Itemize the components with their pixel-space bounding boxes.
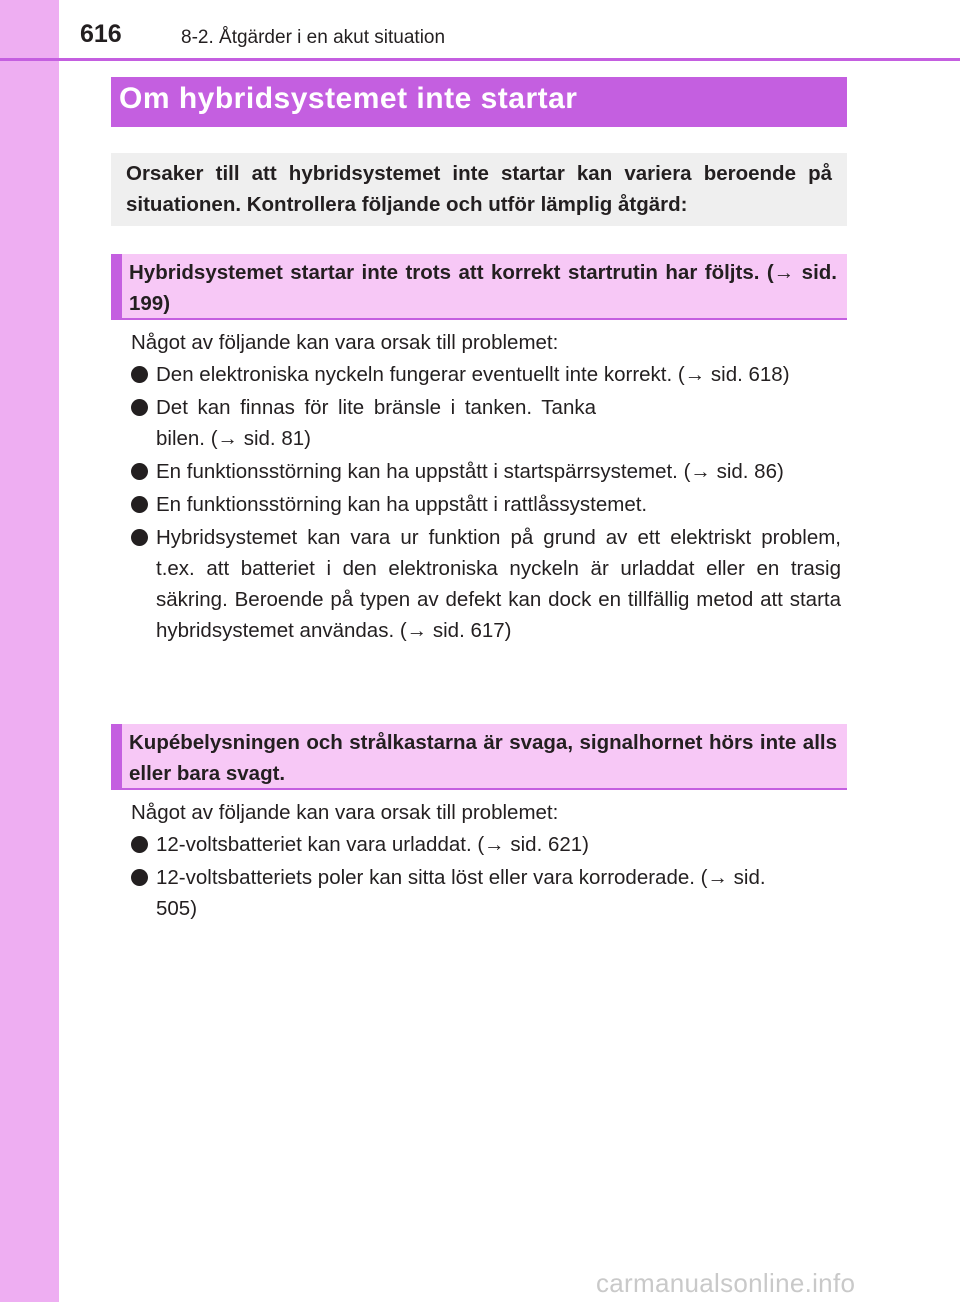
bullet-icon <box>131 869 148 886</box>
intro-text: Orsaker till att hybridsystemet inte startar kan variera beroende på situationen. Kontrollera följande och utför lämplig åtgärd: <box>126 162 832 216</box>
section2-heading-box <box>111 724 847 790</box>
title-bar <box>111 77 847 127</box>
list-item <box>131 489 841 520</box>
list-item-text: Den elektroniska nyckeln fungerar eventuellt inte korrekt. (→ sid. 618) <box>156 363 790 386</box>
header-rule <box>0 58 960 61</box>
left-margin-strip <box>0 0 59 1302</box>
list-item-text: 12-voltsbatteriets poler kan sitta löst eller vara korroderade. (→ sid. 505) <box>156 866 766 920</box>
section1-heading-box <box>111 254 847 320</box>
list-item <box>131 522 841 646</box>
section2-list <box>131 829 841 926</box>
bullet-icon <box>131 399 148 416</box>
bullet-icon <box>131 366 148 383</box>
section-breadcrumb: 8-2. Åtgärder i en akut situation <box>181 27 446 48</box>
list-item-text: Det kan finnas för lite bränsle i tanken. Tanka bilen. (→ sid. 81) <box>156 396 596 450</box>
section2-heading: Kupébelysningen och strålkastarna är svaga, signalhornet hörs inte alls eller bara svagt. <box>129 731 837 785</box>
page-title: Om hybridsystemet inte startar <box>119 82 578 115</box>
list-item <box>131 829 841 860</box>
watermark: carmanualsonline.info <box>596 1268 856 1298</box>
list-item-text: En funktionsstörning kan ha uppstått i rattlåssystemet. <box>156 493 648 516</box>
section1-heading: Hybridsystemet startar inte trots att korrekt startrutin har följts. (→ sid. 199) <box>129 261 837 315</box>
section2-lead: Något av följande kan vara orsak till problemet: <box>131 801 559 824</box>
bullet-icon <box>131 836 148 853</box>
list-item-text: Hybridsystemet kan vara ur funktion på grund av ett elektriskt problem, t.ex. att batteriet i den elektroniska nyckeln är urladdat eller en trasig säkring. Beroende på typen av defekt kan dock en tillfällig metod att starta hybridsystemet användas. (→ sid. 617) <box>156 526 841 642</box>
bullet-icon <box>131 496 148 513</box>
list-item <box>131 456 841 487</box>
intro-box <box>111 153 847 226</box>
list-item-text: 12-voltsbatteriet kan vara urladdat. (→ sid. 621) <box>156 833 589 856</box>
page-number: 616 <box>80 20 122 48</box>
bullet-icon <box>131 463 148 480</box>
list-item <box>131 359 841 390</box>
list-item-text: En funktionsstörning kan ha uppstått i startspärrsystemet. (→ sid. 86) <box>156 460 784 483</box>
list-item <box>131 392 841 454</box>
section1-lead: Något av följande kan vara orsak till problemet: <box>131 331 559 354</box>
list-item <box>131 862 841 924</box>
section1-list <box>131 359 841 648</box>
bullet-icon <box>131 529 148 546</box>
